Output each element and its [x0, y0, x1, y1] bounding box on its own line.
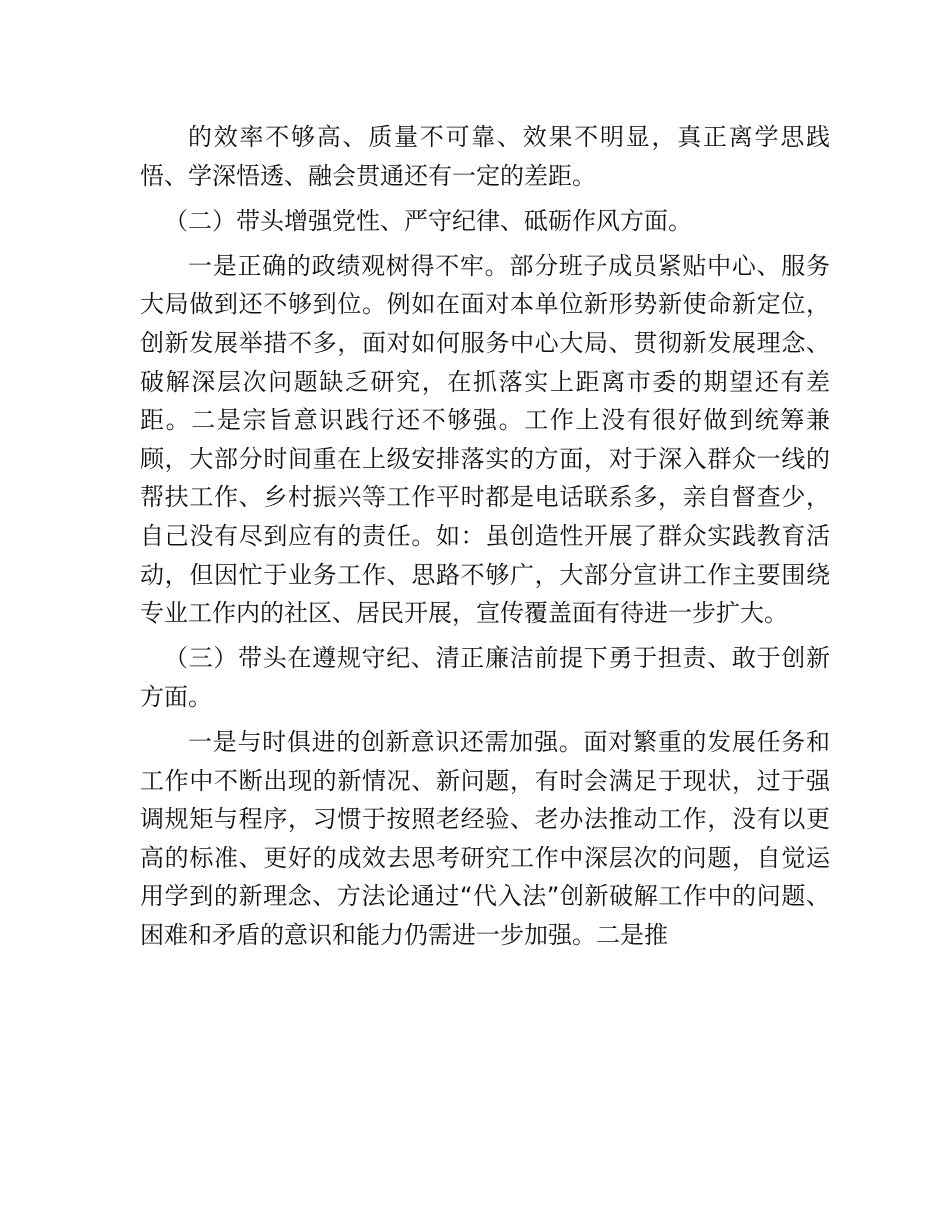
- document-body: [140, 118, 830, 961]
- section-heading-2: （二）带头增强党性、严守纪律、砥砺作风方面。: [164, 206, 692, 235]
- paragraph-body: 一是正确的政绩观树得不牢。部分班子成员紧贴中心、服务大局做到还不够到位。例如在面对本单位新形势新使命新定位，创新发展举措不多，面对如何服务中心大局、贯彻新发展理念、破解深层次问题缺乏研究，在抓落实上距离市委的期望还有差距。二是宗旨意识践行还不够强。工作上没有很好做到统筹兼顾，大部分时间重在上级安排落实的方面，对于深入群众一线的帮扶工作、乡村振兴等工作平时都是电话联系多，亲自督查少，自己没有尽到应有的责任。如：虽创造性开展了群众实践教育活动，但因忙于业务工作、思路不够广，大部分宣讲工作主要围绕专业工作内的社区、居民开展，宣传覆盖面有待进一步扩大。: [140, 251, 830, 628]
- paragraph-continuation: 的效率不够高、质量不可靠、效果不明显，真正离学思践悟、学深悟透、融会贯通还有一定的差距。: [140, 123, 830, 190]
- section-heading-3: （三）带头在遵规守纪、清正廉洁前提下勇于担责、敢于创新方面。: [140, 644, 830, 711]
- paragraph-body: 一是与时俱进的创新意识还需加强。面对繁重的发展任务和工作中不断出现的新情况、新问题，有时会满足于现状，过于强调规矩与程序，习惯于按照老经验、老办法推动工作，没有以更高的标准、更好的成效去思考研究工作中深层次的问题，自觉运用学到的新理念、方法论通过“代入法”创新破解工作中的问题、困难和矛盾的意识和能力仍需进一步加强。二是推: [140, 727, 830, 949]
